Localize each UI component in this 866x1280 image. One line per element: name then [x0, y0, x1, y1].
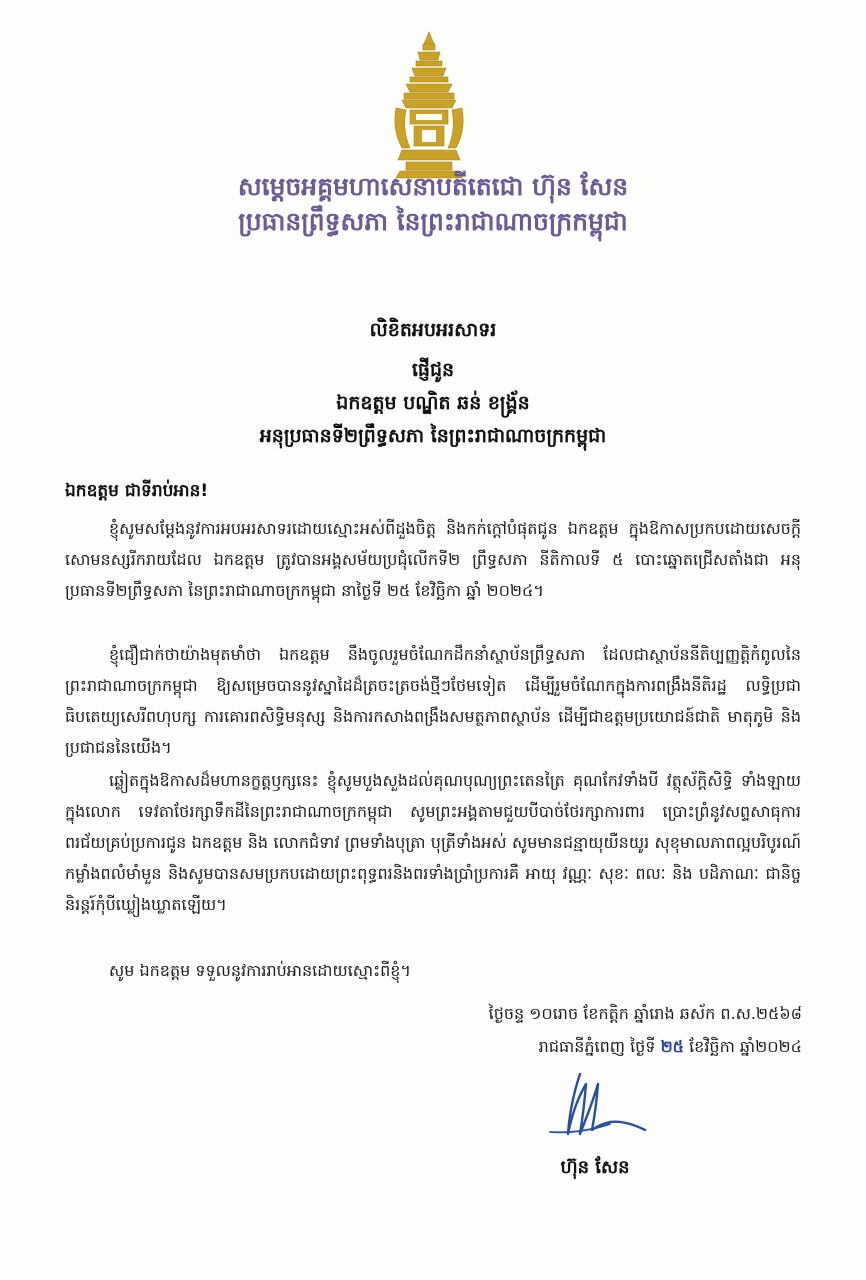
recipient-name: ឯកឧត្តម បណ្ឌិត ឆន់ ខង្គ្រ័ន — [336, 392, 530, 414]
sender-title: សម្តេចអគ្គមហាសេនាបតីតេជោ ហ៊ុន សែន — [237, 172, 629, 201]
sender-position: ប្រធានព្រឹទ្ធសភា នៃព្រះរាជាណាចក្រកម្ពុជា — [238, 207, 628, 236]
date-month-year: ខែវិច្ឆិកា ឆ្នាំ២០២៤ — [689, 1037, 802, 1056]
body-paragraph-1: ខ្ញុំសូមសម្តែងនូវការអបអរសាទរដោយស្មោះអស់ពីដួងចិត្ត និងកក់ក្តៅបំផុតជូន ឯកឧត្តម ក្នុងឱកាសប្រកបដោយសេចក្តីសោមនស្សរីករាយដែល ឯកឧត្តម ត្រូវបានអង្គសម័យប្រជុំលើកទី២ ព្រឹទ្ធសភា នីតិកាលទី ៥ បោះឆ្នោតជ្រើសតាំងជា អនុប្រធានទី២ព្រឹទ្ធសភា នៃព្រះរាជាណាចក្រកម្ពុជា នាថ្ងៃទី ២៥ ខែវិច្ឆិកា ឆ្នាំ ២០២៤។ — [65, 519, 801, 600]
body-paragraph-2: ខ្ញុំជឿជាក់ថាយ៉ាងមុតមាំថា ឯកឧត្តម នឹងចូលរួមចំណែកដឹកនាំស្ថាប័នព្រឹទ្ធសភា ដែលជាស្ថាប័ននីតិប្បញ្ញត្តិកំពូលនៃព្រះរាជាណាចក្រកម្ពុជា ឱ្យសម្រេចបាននូវស្នាដៃដ៏ត្រចះត្រចង់ថ្មីៗថែមទៀត ដើម្បីរួមចំណែកក្នុងការពង្រឹងនីតិរដ្ឋ លទ្ធិប្រជាធិបតេយ្យសេរីពហុបក្ស ការគោរពសិទ្ធិមនុស្ស និងការកសាងពង្រឹងសមត្ថភាពស្ថាប័ន ដើម្បីជាឧត្តមប្រយោជន៍ជាតិ មាតុភូមិ និងប្រជាជននៃយើង។ — [65, 645, 801, 757]
place-date — [539, 1036, 802, 1060]
salutation: ឯកឧត្តម ជាទីរាប់អាន! — [65, 481, 209, 501]
document-type: លិខិតអបអរសាទរ — [369, 319, 497, 341]
recipient-position: អនុប្រធានទី២ព្រឹទ្ធសភា នៃព្រះរាជាណាចក្រកម្ពុជា — [259, 425, 607, 447]
signatory-name: ហ៊ុន សែន — [560, 1157, 630, 1178]
addressed-to: ផ្ញើជូន — [411, 359, 455, 381]
closing-paragraph: សូម ឯកឧត្តម ទទួលនូវការរាប់អានដោយស្មោះពីខ្ញុំ។ — [109, 961, 411, 980]
signature-icon — [540, 1064, 650, 1154]
lunar-date: ថ្ងៃចន្ទ ១០រោច ខែកត្តិក ឆ្នាំរោង ឆស័ក ព.ស.២៥៦៨ — [488, 1004, 802, 1023]
place-prefix: រាជធានីភ្នំពេញ ថ្ងៃទី — [538, 1037, 656, 1056]
body-paragraph-3: ឆ្លៀតក្នុងឱកាសដ៏មហានក្ខត្តឫក្សនេះ ខ្ញុំសូមបួងសួងដល់គុណបុណ្យព្រះតេនត្រៃ គុណកែវទាំងបី វត្ថុស័ក្តិសិទ្ធិ ទាំងឡាយក្នុងលោក ទេវតាថែរក្សាទឹកដីនៃព្រះរាជាណាចក្រកម្ពុជា សូមព្រះអង្គតាមជួយបីបាច់ថែរក្សាការពារ ប្រោះព្រំនូវសព្ទសាធុការពរជ័យគ្រប់ប្រការជូន ឯកឧត្តម និង លោកជំទាវ ព្រមទាំងបុត្រា បុត្រីទាំងអស់ សូមមានជន្មាយុយឺនយូរ សុខុមាលភាពល្អបរិបូរណ៍ កម្លាំងពលំមាំមួន និងសូមបានសមប្រកបដោយព្រះពុទ្ធពរនិងពរទាំងប្រាំប្រការគឺ អាយុ វណ្ណៈ សុខៈ ពលៈ និង បដិភាណៈ ជានិច្ចនិរន្តរ៍កុំបីឃ្លៀងឃ្លាតឡើយ។ — [65, 771, 801, 914]
senate-emblem-icon — [388, 30, 470, 180]
date-day: ២៥ — [660, 1037, 684, 1056]
